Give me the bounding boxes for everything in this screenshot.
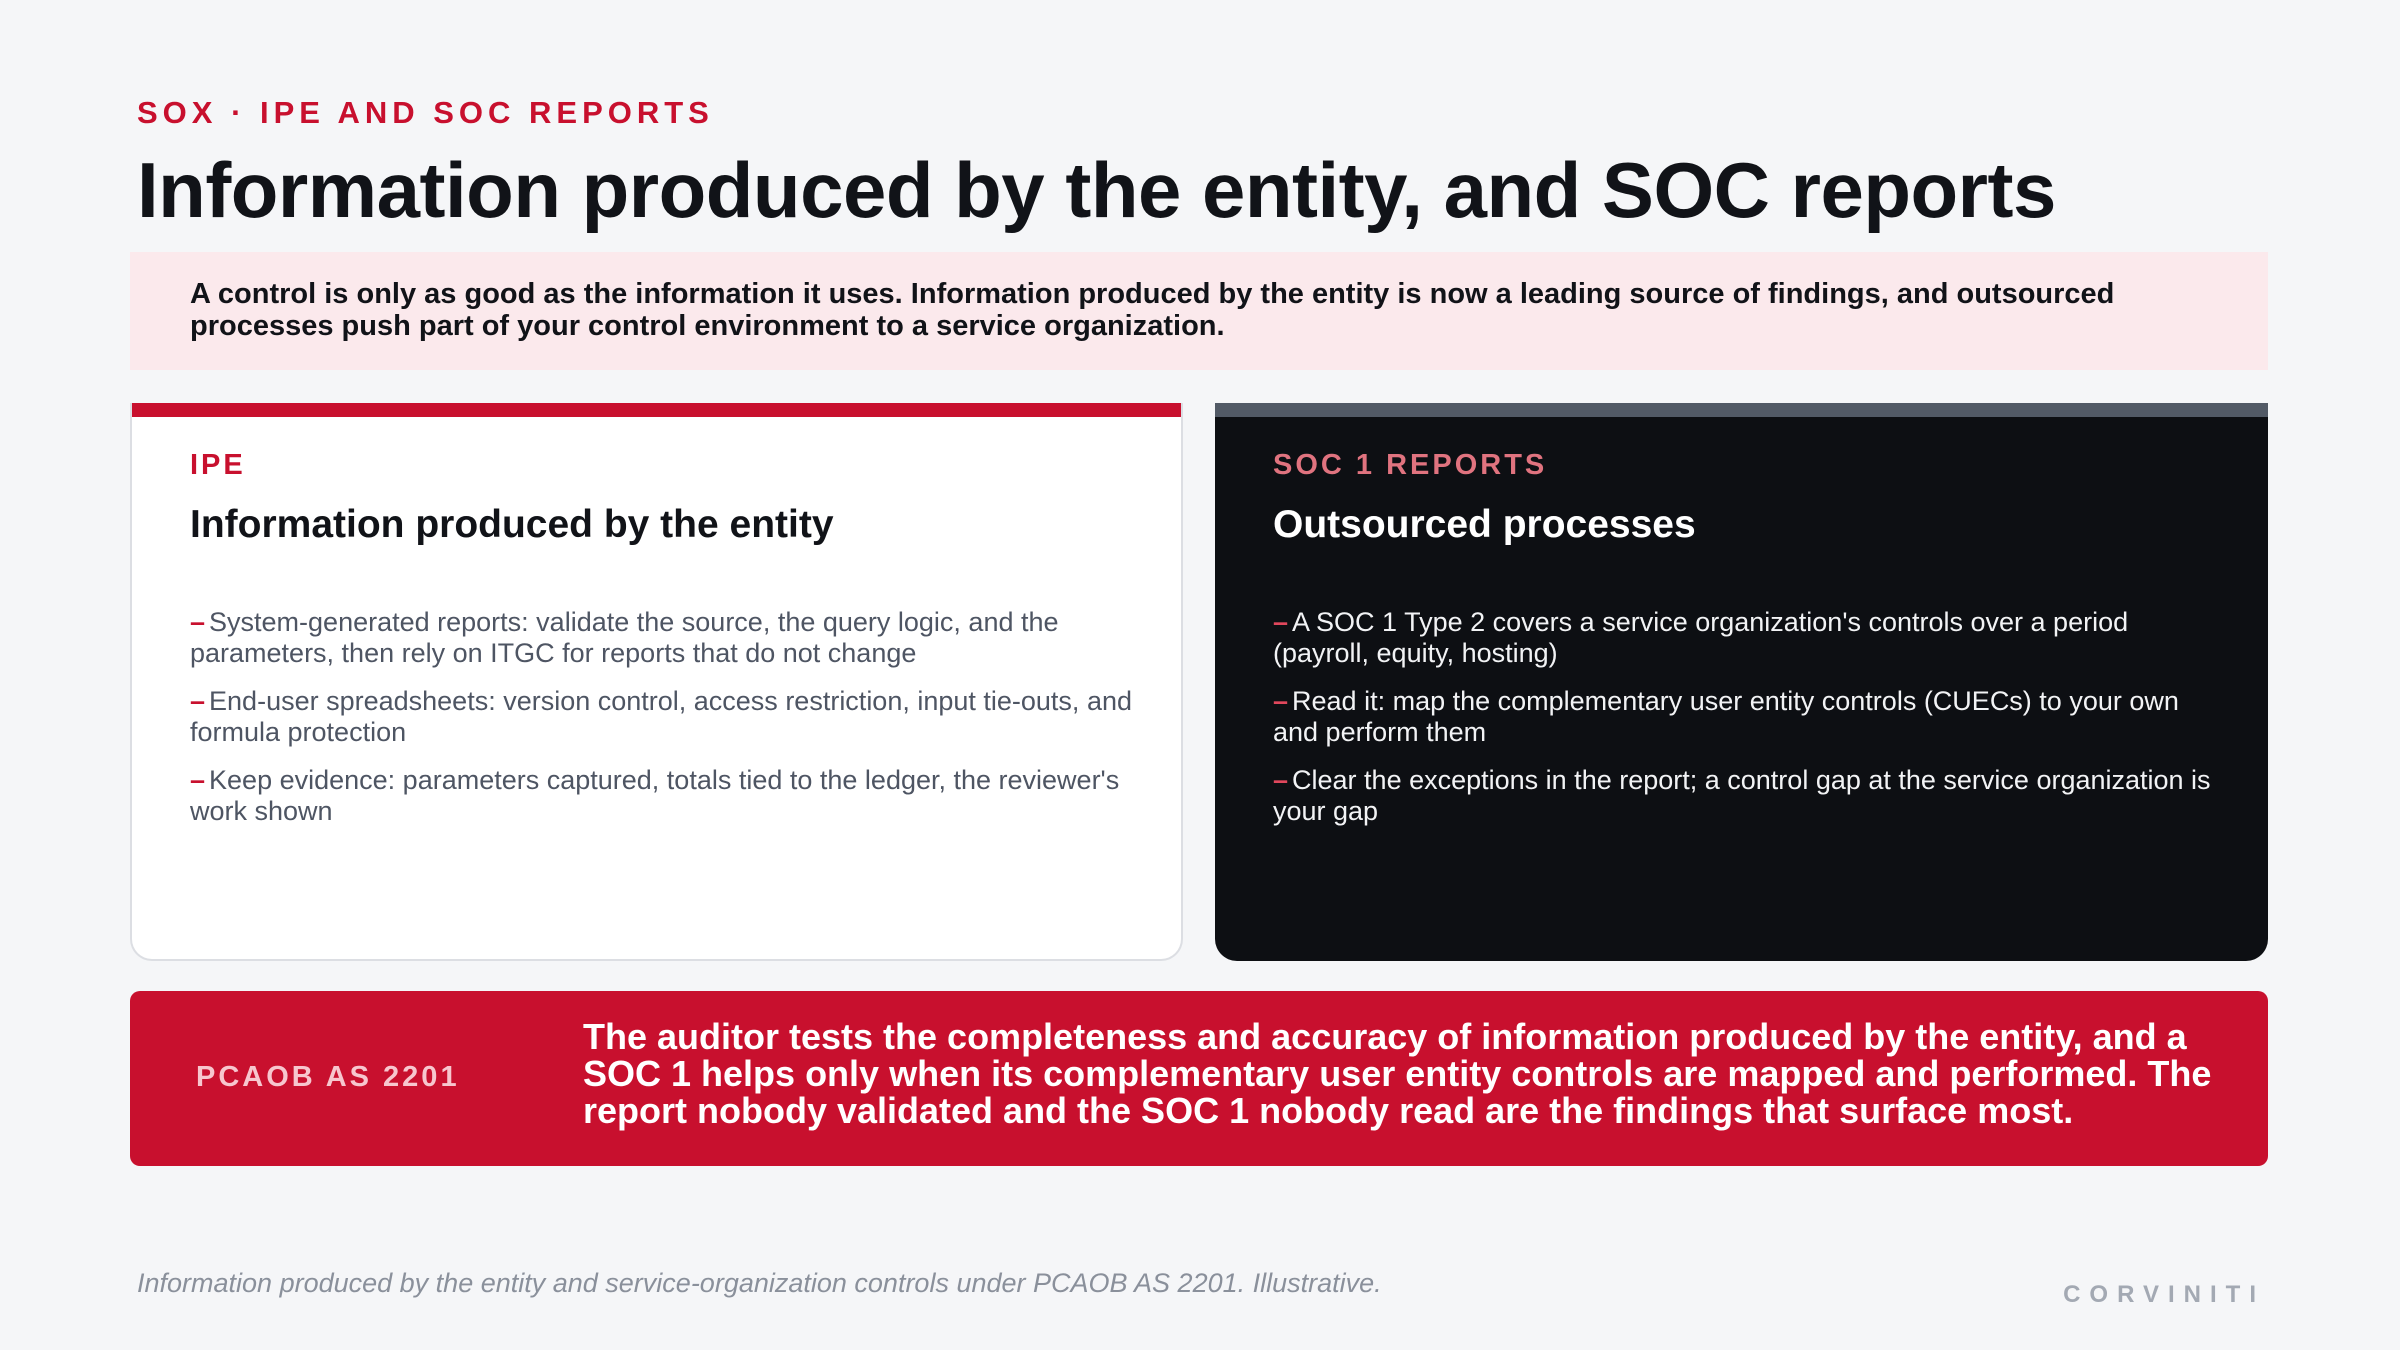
card-heading: Information produced by the entity (190, 503, 834, 546)
list-item (1273, 765, 2223, 827)
list-item (190, 765, 1140, 827)
bullet-dash: – (1273, 607, 1289, 637)
card-accent-bar (132, 403, 1181, 417)
card-accent-bar (1215, 403, 2268, 417)
ipe-card (130, 403, 1183, 961)
card-bullet-list (1273, 607, 2223, 844)
eyebrow-label: SOX · IPE AND SOC REPORTS (137, 95, 714, 130)
list-item (1273, 607, 2223, 669)
card-bullet-list (190, 607, 1140, 844)
footnote: Information produced by the entity and service-organization controls under PCAOB AS 2201. Illustrative. (137, 1268, 1382, 1298)
list-item (190, 686, 1140, 748)
bullet-dash: – (190, 686, 206, 716)
list-item-text: Clear the exceptions in the report; a control gap at the service organization is your gap (1273, 765, 2211, 826)
callout-label: PCAOB AS 2201 (196, 1061, 460, 1093)
list-item-text: End-user spreadsheets: version control, access restriction, input tie-outs, and formula protection (190, 686, 1132, 747)
card-heading: Outsourced processes (1273, 503, 1696, 546)
page-title: Information produced by the entity, and SOC reports (137, 146, 2056, 234)
list-item-text: A SOC 1 Type 2 covers a service organization's controls over a period (payroll, equity, hosting) (1273, 607, 2129, 668)
intro-text: A control is only as good as the information it uses. Information produced by the entity is now a leading source of findings, and outsourced processes push part of your control environment to a service organization. (190, 278, 2115, 342)
list-item-text: System-generated reports: validate the source, the query logic, and the parameters, then rely on ITGC for reports that do not change (190, 607, 1059, 668)
card-label: SOC 1 REPORTS (1273, 449, 1548, 481)
callout-text: The auditor tests the completeness and accuracy of information produced by the entity, and a SOC 1 helps only when its complementary user entity controls are mapped and performed. The report nobody validated and the SOC 1 nobody read are the findings that surface most. (583, 1016, 2212, 1131)
list-item-text: Keep evidence: parameters captured, totals tied to the ledger, the reviewer's work shown (190, 765, 1120, 826)
bullet-dash: – (190, 765, 206, 795)
bullet-dash: – (1273, 686, 1289, 716)
brand-wordmark: CORVINITI (2063, 1281, 2265, 1308)
list-item (1273, 686, 2223, 748)
intro-banner (130, 252, 2268, 370)
bullet-dash: – (1273, 765, 1289, 795)
list-item-text: Read it: map the complementary user entity controls (CUECs) to your own and perform them (1273, 686, 2179, 747)
callout-banner (130, 991, 2268, 1166)
soc1-card (1215, 403, 2268, 961)
card-label: IPE (190, 449, 246, 481)
bullet-dash: – (190, 607, 206, 637)
list-item (190, 607, 1140, 669)
